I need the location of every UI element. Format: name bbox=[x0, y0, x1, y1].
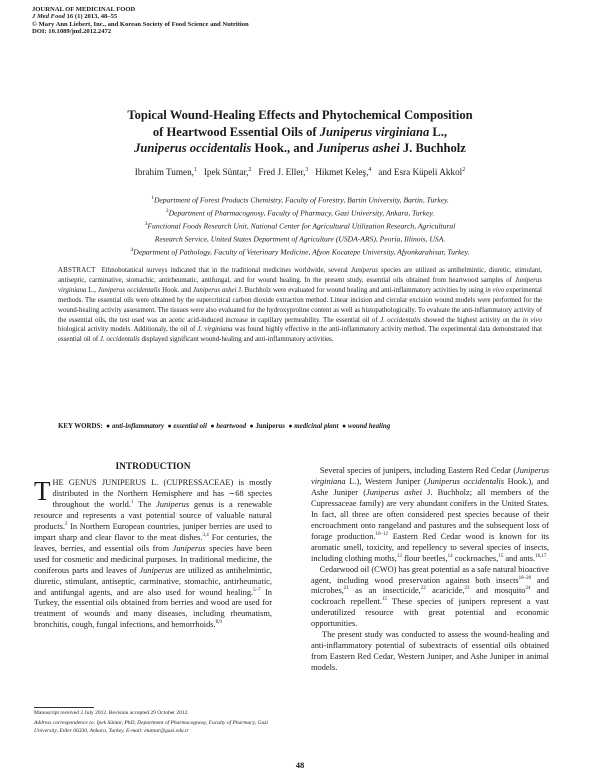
keyword: essential oil bbox=[173, 423, 207, 430]
intro-paragraph-4: The present study was conducted to assess the wound-healing and anti-inflammatory potential of subextracts of essential oils obtained from Eastern Red Cedar, Western Juniper, and Ashe Juniper in animal models. bbox=[311, 630, 550, 673]
affiliation: Research Service, United States Department of Agriculture (USDA-ARS), Peoria, Illinois, USA. bbox=[154, 234, 446, 244]
author: Ipek Süntar,$^2$ bbox=[203, 167, 252, 178]
affiliation: $^4$Department of Pathology, Faculty of Veterinary Medicine, Afyon Kocatepe University, Afyonkarahisar, Turkey. bbox=[130, 247, 470, 257]
right-column bbox=[311, 466, 549, 674]
author: and Esra Küpeli Akkol$^2$ bbox=[378, 167, 466, 178]
keyword: medicinal plant bbox=[294, 423, 339, 430]
author: Ibrahim Tumen,$^1$ bbox=[134, 167, 197, 178]
keyword: heartwood bbox=[216, 423, 247, 430]
title-line-2: of Heartwood Essential Oils of Juniperus virginiana L., bbox=[152, 124, 448, 139]
affiliation: $^2$Department of Pharmacognosy, Faculty of Pharmacy, Gazi University, Ankara, Turkey. bbox=[165, 208, 435, 218]
page-number: 48 bbox=[295, 760, 305, 770]
left-column bbox=[34, 478, 272, 631]
keyword: anti-inflammatory bbox=[111, 423, 165, 430]
journal-name: JOURNAL OF MEDICINAL FOOD bbox=[32, 6, 136, 13]
citation: J Med Food 16 (1) 2013, 48–55 bbox=[32, 13, 118, 21]
doi: DOI: 10.1089/jmf.2012.2472 bbox=[32, 28, 112, 36]
author-list bbox=[40, 167, 560, 177]
keywords: KEY WORDS: ● anti-inflammatory ● essential oil ● heartwood ● Juniperus ● medicinal plant ● wound healing bbox=[58, 423, 391, 430]
article-title bbox=[60, 107, 540, 157]
affiliation: $^1$Department of Forest Products Chemistry, Faculty of Forestry, Bartin University, Bartin, Turkey. bbox=[151, 195, 449, 205]
drop-cap: T bbox=[34, 476, 51, 506]
footnote bbox=[34, 709, 272, 737]
copyright: © Mary Ann Liebert, Inc., and Korean Society of Food Science and Nutrition bbox=[32, 20, 249, 28]
journal-header bbox=[32, 6, 249, 36]
intro-paragraph-2: Several species of junipers, including Eastern Red Cedar (Juniperus virginiana L.), Western Juniper (Juniperus occidentalis Hook.), and Ashe Juniper (Juniperus ashei J. Buchholz; all members of the Cupressaceae family) are very abundant conifers in the United States. In fact, all three are often considered pest species because of their encroachment onto rangeland and pastures and the subsequent loss of forage production.$^{10-12}$ Eastern Red Cedar wood is known for its aromatic smell, toxicity, and repellency to several species of insects, including clothing moths,$^{13}$ flour beetles,$^{14}$ cockroaches,$^{15}$ and ants.$^{16,17}$ bbox=[311, 466, 550, 563]
footnote-rule bbox=[34, 707, 94, 708]
abstract: ABSTRACT Ethnobotanical surveys indicated that in the traditional medicines worldwide, several Juniperus species are utilized as antihelmintic, diuretic, stimulant, antiseptic, carminative, stomachic, antirheumatic, antifungal, and for wound healing. In the present study, essential oils obtained from heartwood samples of Juniperus virginiana L., Juniperus occidentalis Hook. and Juniperus ashei J. Buchholz were evaluated for wound healing and anti-inflammatory activities by using in vivo experimental methods. The essential oils were obtained by the supercritical carbon dioxide extraction method. Linear incision and circular excision wound models were performed for the wound-healing activity assessment. The tissues were also evaluated for the hydroxyproline content as well as histopathologically. To evaluate the anti-inflammatory activity of the essential oils, the test used was an acetic acid-induced increase in capillary permeability. The essential oil of J. occidentalis showed the highest activity on the in vivo biological activity models. Additionaly, the oil of J. virginiana was found highly effective in the anti-inflammatory activity method. The experimental data demonstrated that essential oil of J. occidentalis displayed significant wound-healing and anti-inflammatory activities. bbox=[58, 267, 542, 344]
title-line-3: Juniperus occidentalis Hook., and Juniperus ashei J. Buchholz bbox=[134, 141, 466, 155]
keywords-label: KEY WORDS: bbox=[58, 423, 103, 430]
intro-paragraph-3: Cedarwood oil (CWO) has great potential as a safe natural bioactive agent, including wood preservation against both insects$^{18-20}$ and microbes,$^{21}$ as an insecticide,$^{22}$ acaricide,$^{23}$ and mosquito$^{24}$ and cockroach repellent.$^{15}$ These species of junipers represent a vast underutilized resource with great potential and economic opportunities. bbox=[311, 564, 549, 629]
title-line-1: Topical Wound-Healing Effects and Phytochemical Composition bbox=[127, 108, 473, 122]
author: Fred J. Eller,$^3$ bbox=[258, 167, 309, 178]
keyword: Juniperus bbox=[255, 423, 285, 430]
footnote-correspondence: Address correspondence to: Ipek Süntar, PhD, Department of Pharmacognosy, Faculty of Pharmacy, Gazi University, Etiler 06330, Ankara, Turkey, E-mail: etuntar@gazi.edu.tr bbox=[34, 719, 268, 734]
footnote-received: Manuscript received 2 July 2012. Revision accepted 29 October 2012. bbox=[34, 710, 189, 716]
author: Hikmet Keleş,$^4$ bbox=[315, 167, 372, 178]
affiliation: $^3$Functional Foods Research Unit, National Center for Agricultural Utilization Research, Agricultural bbox=[144, 221, 456, 231]
keyword: wound healing bbox=[347, 423, 391, 430]
affiliations bbox=[30, 193, 570, 258]
intro-paragraph-1: THE GENUS JUNIPERUS L. (CUPRESSACEAE) is mostly distributed in the Northern Hemisphere and has ∼68 species throughout the world.$^1$ The Juniperus genus is a renewable resource and represents a vast potential source of valuable natural products.$^2$ In Northern European countries, juniper berries are used to impart sharp and clear flavor to the meat dishes.$^{3,4}$ For centuries, the leaves, berries, and essential oils from Juniperus species have been used for cosmetic and medicinal purposes. In traditional medicine, the coniferous parts and leaves of Juniperus are utilized as antihelmintic, diuretic, stimulant, antiseptic, carminative, stomachic, antirheumatic, and antifungal agents, and are also used for wound healing.$^{5-7}$ In Turkey, the essential oils obtained from berries and wood are used for treatment of wounds and many diseases, including rheumatism, bronchitis, cough, fungal infections, and hemorrhoids.$^{8,9}$ bbox=[34, 476, 272, 630]
abstract-label: ABSTRACT bbox=[58, 267, 96, 274]
introduction-heading: INTRODUCTION bbox=[115, 462, 191, 472]
